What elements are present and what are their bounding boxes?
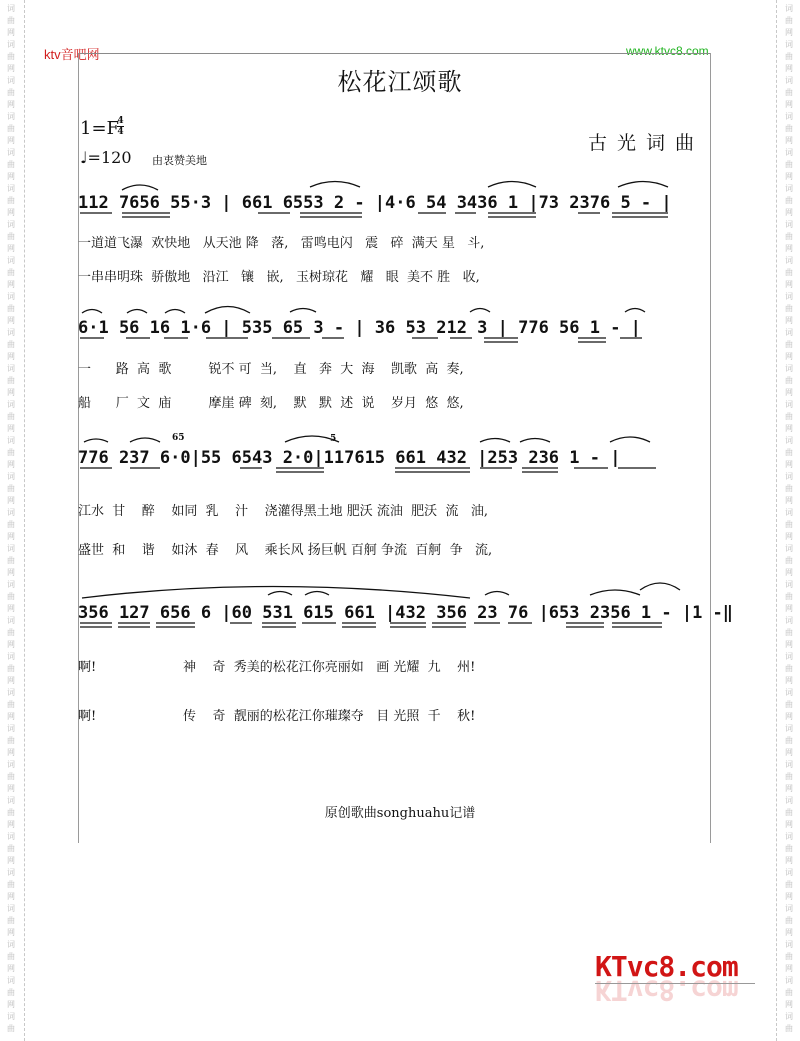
watermark-mark: 网 — [785, 928, 793, 937]
watermark-mark: 词 — [785, 292, 793, 301]
watermark-mark: 网 — [7, 604, 15, 613]
watermark-mark: 词 — [785, 148, 793, 157]
watermark-mark: 曲 — [785, 448, 793, 457]
watermark-mark: 网 — [785, 568, 793, 577]
key-signature: 1=F — [80, 118, 120, 139]
watermark-mark: 词 — [7, 832, 15, 841]
watermark-mark: 曲 — [7, 592, 15, 601]
watermark-mark: 网 — [7, 136, 15, 145]
watermark-mark: 曲 — [785, 160, 793, 169]
watermark-mark: 曲 — [785, 772, 793, 781]
watermark-mark: 曲 — [785, 16, 793, 25]
watermark-mark: 词 — [785, 796, 793, 805]
watermark-mark: 曲 — [785, 592, 793, 601]
watermark-mark: 词 — [7, 256, 15, 265]
lyrics-row-4-verse-1: 啊! 神 奇 秀美的松花江你亮丽如 画 光耀 九 州! — [78, 660, 476, 675]
watermark-mark: 词 — [7, 616, 15, 625]
watermark-mark: 词 — [785, 184, 793, 193]
watermark-mark: 网 — [7, 388, 15, 397]
watermark-mark: 网 — [7, 100, 15, 109]
watermark-mark: 词 — [785, 724, 793, 733]
tempo-marking: ♩=120 — [80, 148, 132, 167]
watermark-mark: 网 — [785, 388, 793, 397]
site-logo-reflection: KTvc8.com — [595, 974, 738, 1007]
watermark-mark: 网 — [785, 316, 793, 325]
watermark-mark: 词 — [785, 904, 793, 913]
watermark-mark: 曲 — [7, 520, 15, 529]
watermark-mark: 网 — [785, 244, 793, 253]
watermark-mark: 词 — [785, 940, 793, 949]
watermark-mark: 曲 — [7, 484, 15, 493]
watermark-mark: 曲 — [785, 556, 793, 565]
watermark-mark: 曲 — [7, 160, 15, 169]
watermark-mark: 曲 — [7, 304, 15, 313]
watermark-mark: 曲 — [7, 808, 15, 817]
watermark-mark: 曲 — [7, 268, 15, 277]
watermark-mark: 曲 — [785, 880, 793, 889]
watermark-mark: 网 — [785, 172, 793, 181]
watermark-mark: 网 — [7, 244, 15, 253]
watermark-mark: 词 — [7, 436, 15, 445]
lyrics-row-1-verse-2: 一串串明珠 骄傲地 沿江 镶 嵌, 玉树琼花 耀 眼 美不 胜 收, — [78, 270, 480, 285]
watermark-mark: 曲 — [785, 376, 793, 385]
watermark-mark: 曲 — [7, 232, 15, 241]
watermark-mark: 网 — [7, 496, 15, 505]
watermark-mark: 词 — [7, 40, 15, 49]
watermark-mark: 曲 — [7, 952, 15, 961]
song-title: 松花江颂歌 — [337, 68, 463, 96]
watermark-mark: 曲 — [7, 376, 15, 385]
watermark-mark: 词 — [785, 832, 793, 841]
watermark-mark: 曲 — [7, 124, 15, 133]
watermark-mark: 网 — [7, 352, 15, 361]
transcriber-credit: 原创歌曲songhuahu记谱 — [324, 806, 476, 821]
watermark-mark: 曲 — [7, 736, 15, 745]
watermark-mark: 曲 — [7, 880, 15, 889]
watermark-mark: 词 — [7, 364, 15, 373]
watermark-mark: 词 — [785, 112, 793, 121]
watermark-mark: 曲 — [785, 700, 793, 709]
watermark-mark: 网 — [7, 28, 15, 37]
watermark-mark: 词 — [7, 976, 15, 985]
watermark-mark: 网 — [785, 604, 793, 613]
watermark-mark: 曲 — [785, 88, 793, 97]
watermark-mark: 词 — [785, 4, 793, 13]
watermark-mark: 词 — [7, 148, 15, 157]
watermark-mark: 词 — [7, 184, 15, 193]
watermark-mark: 曲 — [7, 52, 15, 61]
watermark-mark: 曲 — [785, 736, 793, 745]
watermark-mark: 词 — [785, 616, 793, 625]
watermark-mark: 词 — [7, 292, 15, 301]
watermark-mark: 曲 — [7, 448, 15, 457]
watermark-mark: 网 — [785, 748, 793, 757]
watermark-mark: 词 — [785, 40, 793, 49]
watermark-mark: 曲 — [7, 16, 15, 25]
watermark-mark: 词 — [7, 1012, 15, 1021]
lyrics-row-4-verse-2: 啊! 传 奇 靓丽的松花江你璀璨夺 目 光照 千 秋! — [78, 709, 476, 724]
site-name-left[interactable]: ktv音吧网 — [44, 47, 100, 62]
watermark-mark: 网 — [785, 676, 793, 685]
watermark-mark: 词 — [785, 1012, 793, 1021]
watermark-mark: 词 — [785, 400, 793, 409]
watermark-mark: 网 — [7, 568, 15, 577]
expression-marking: 由衷赞美地 — [152, 154, 207, 167]
watermark-mark: 网 — [785, 352, 793, 361]
watermark-mark: 词 — [785, 76, 793, 85]
watermark-mark: 词 — [7, 400, 15, 409]
watermark-mark: 网 — [7, 460, 15, 469]
watermark-mark: 网 — [785, 532, 793, 541]
watermark-mark: 词 — [7, 796, 15, 805]
watermark-mark: 网 — [7, 280, 15, 289]
watermark-mark: 网 — [785, 64, 793, 73]
watermark-mark: 词 — [785, 760, 793, 769]
watermark-mark: 词 — [785, 436, 793, 445]
watermark-mark: 网 — [785, 496, 793, 505]
watermark-mark: 网 — [785, 964, 793, 973]
watermark-mark: 曲 — [7, 664, 15, 673]
watermark-mark: 词 — [785, 976, 793, 985]
watermark-mark: 网 — [7, 424, 15, 433]
watermark-mark: 曲 — [7, 700, 15, 709]
watermark-mark: 网 — [785, 784, 793, 793]
lyrics-row-1-verse-1: 一道道飞瀑 欢快地 从天池 降 落, 雷鸣电闪 震 碎 满天 星 斗, — [78, 236, 485, 251]
watermark-mark: 词 — [7, 688, 15, 697]
notation-row-3: 776 237 6·0|55 6543 2·0|117615 661 432 |253 236 1 - | — [78, 448, 621, 468]
watermark-mark: 词 — [7, 724, 15, 733]
lyrics-row-3-verse-1: 江水 甘 醉 如同 乳 汁 浇灌得黑土地 肥沃 流油 肥沃 流 油, — [78, 504, 488, 519]
watermark-mark: 词 — [785, 364, 793, 373]
watermark-mark: 词 — [7, 904, 15, 913]
site-logo[interactable]: KTvc8.com — [595, 950, 738, 983]
watermark-mark: 网 — [785, 136, 793, 145]
watermark-mark: 曲 — [785, 916, 793, 925]
watermark-mark: 网 — [7, 316, 15, 325]
watermark-mark: 词 — [785, 652, 793, 661]
watermark-mark: 网 — [7, 964, 15, 973]
watermark-mark: 曲 — [7, 556, 15, 565]
watermark-mark: 曲 — [785, 844, 793, 853]
watermark-mark: 网 — [785, 28, 793, 37]
watermark-mark: 网 — [7, 892, 15, 901]
notation-row-4: 356 127 656 6 |60 531 615 661 |432 356 23 76 |653 2356 1 - |1 -‖ — [78, 603, 734, 623]
watermark-mark: 网 — [7, 172, 15, 181]
watermark-mark: 词 — [7, 220, 15, 229]
watermark-mark: 词 — [7, 472, 15, 481]
watermark-mark: 网 — [785, 856, 793, 865]
watermark-mark: 网 — [785, 892, 793, 901]
watermark-mark: 网 — [785, 1000, 793, 1009]
watermark-mark: 曲 — [785, 232, 793, 241]
watermark-mark: 网 — [7, 676, 15, 685]
watermark-mark: 曲 — [785, 268, 793, 277]
watermark-mark: 词 — [785, 256, 793, 265]
watermark-mark: 网 — [785, 460, 793, 469]
watermark-mark: 网 — [785, 100, 793, 109]
watermark-mark: 词 — [7, 652, 15, 661]
grace-note-2: 5 — [330, 434, 337, 444]
watermark-mark: 网 — [785, 712, 793, 721]
watermark-mark: 曲 — [7, 412, 15, 421]
watermark-mark: 网 — [7, 820, 15, 829]
watermark-mark: 词 — [785, 868, 793, 877]
watermark-mark: 曲 — [7, 844, 15, 853]
lyrics-row-2-verse-1: 一 路 高 歌 锐不 可 当, 直 奔 大 海 凯歌 高 奏, — [78, 362, 464, 377]
watermark-mark: 词 — [7, 940, 15, 949]
watermark-mark: 网 — [7, 208, 15, 217]
watermark-mark: 曲 — [7, 772, 15, 781]
watermark-mark: 曲 — [785, 484, 793, 493]
watermark-mark: 曲 — [785, 628, 793, 637]
watermark-mark: 词 — [7, 76, 15, 85]
watermark-mark: 曲 — [785, 520, 793, 529]
watermark-mark: 词 — [785, 328, 793, 337]
watermark-mark: 曲 — [7, 196, 15, 205]
watermark-mark: 曲 — [7, 916, 15, 925]
notation-row-2: 6·1 56 16 1·6 | 535 65 3 - | 36 53 212 3 | 776 56 1 - | — [78, 318, 641, 338]
watermark-mark: 网 — [7, 640, 15, 649]
lyrics-row-3-verse-2: 盛世 和 谐 如沐 春 风 乘长风 扬巨帆 百舸 争流 百舸 争 流, — [78, 543, 493, 558]
watermark-mark: 网 — [7, 532, 15, 541]
logo-baseline — [595, 983, 755, 984]
watermark-mark: 网 — [785, 208, 793, 217]
lyrics-row-2-verse-2: 船 厂 文 庙 摩崖 碑 刻, 默 默 述 说 岁月 悠 悠, — [78, 396, 464, 411]
watermark-mark: 词 — [7, 760, 15, 769]
watermark-mark: 网 — [7, 928, 15, 937]
watermark-mark: 曲 — [785, 952, 793, 961]
watermark-mark: 曲 — [785, 808, 793, 817]
watermark-mark: 词 — [7, 112, 15, 121]
watermark-mark: 网 — [7, 1000, 15, 1009]
watermark-mark: 网 — [785, 640, 793, 649]
author-credit: 古光词曲 — [588, 132, 705, 154]
watermark-mark: 曲 — [785, 196, 793, 205]
watermark-mark: 曲 — [785, 1024, 793, 1033]
watermark-mark: 网 — [7, 856, 15, 865]
time-signature-top: 4 — [117, 116, 124, 126]
watermark-mark: 曲 — [7, 1024, 15, 1033]
watermark-mark: 词 — [785, 544, 793, 553]
watermark-mark: 词 — [785, 508, 793, 517]
watermark-mark: 曲 — [785, 664, 793, 673]
watermark-mark: 词 — [785, 220, 793, 229]
site-url-right[interactable]: www.ktvc8.com — [626, 44, 709, 58]
watermark-mark: 曲 — [785, 52, 793, 61]
watermark-mark: 词 — [7, 328, 15, 337]
watermark-mark: 网 — [785, 424, 793, 433]
watermark-mark: 网 — [7, 748, 15, 757]
watermark-mark: 词 — [7, 508, 15, 517]
watermark-mark: 词 — [7, 868, 15, 877]
watermark-mark: 词 — [7, 4, 15, 13]
watermark-mark: 网 — [785, 820, 793, 829]
watermark-mark: 曲 — [7, 340, 15, 349]
watermark-mark: 曲 — [785, 412, 793, 421]
watermark-mark: 词 — [7, 580, 15, 589]
grace-note-1: 65 — [172, 433, 185, 443]
watermark-mark: 词 — [7, 544, 15, 553]
watermark-mark: 曲 — [785, 124, 793, 133]
watermark-mark: 曲 — [7, 628, 15, 637]
watermark-mark: 网 — [7, 64, 15, 73]
notation-row-1: 112 7656 55·3 | 661 6553 2 - |4·6 54 3436 1 |73 2376 5 - | — [78, 193, 672, 213]
time-signature-bottom: 4 — [117, 127, 124, 137]
watermark-mark: 网 — [7, 784, 15, 793]
watermark-mark: 曲 — [785, 988, 793, 997]
watermark-mark: 曲 — [785, 340, 793, 349]
watermark-mark: 曲 — [7, 988, 15, 997]
watermark-mark: 网 — [785, 280, 793, 289]
watermark-mark: 网 — [7, 712, 15, 721]
watermark-mark: 词 — [785, 688, 793, 697]
watermark-mark: 曲 — [7, 88, 15, 97]
watermark-mark: 曲 — [785, 304, 793, 313]
watermark-mark: 词 — [785, 472, 793, 481]
watermark-mark: 词 — [785, 580, 793, 589]
